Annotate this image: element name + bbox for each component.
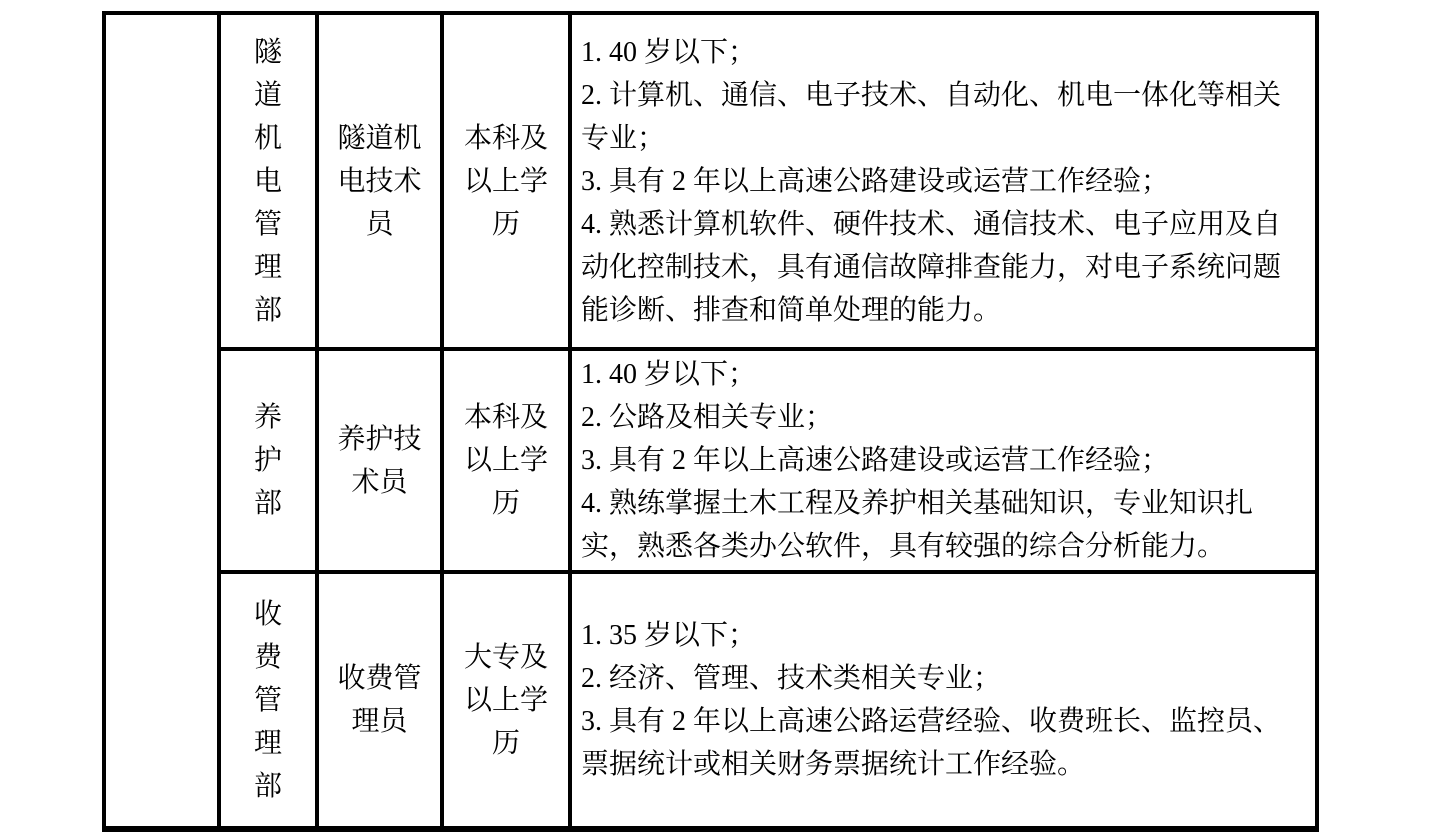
requirements-cell bbox=[572, 15, 1315, 347]
department-char: 部 bbox=[253, 294, 282, 326]
department-char: 费 bbox=[253, 641, 282, 673]
department-char: 管 bbox=[253, 208, 282, 240]
requirement-line: 2. 计算机、通信、电子技术、自动化、机电一体化等相关 bbox=[581, 79, 1282, 111]
table-row-maintenance bbox=[221, 351, 1315, 574]
requirement-line: 1. 40 岁以下； bbox=[581, 36, 757, 68]
position-line: 理员 bbox=[351, 706, 408, 737]
department-char: 收 bbox=[253, 598, 282, 630]
department-char: 机 bbox=[253, 122, 282, 154]
position-line: 术员 bbox=[351, 466, 408, 498]
education-line: 本科及 bbox=[463, 122, 548, 154]
requirement-line: 1. 35 岁以下； bbox=[581, 620, 757, 651]
merged-empty-cell bbox=[106, 15, 221, 826]
requirement-line: 1. 40 岁以下； bbox=[581, 359, 757, 390]
department-char: 部 bbox=[253, 488, 282, 519]
department-char: 部 bbox=[253, 770, 282, 802]
department-char: 理 bbox=[253, 251, 282, 283]
education-cell bbox=[444, 574, 572, 826]
education-cell bbox=[444, 15, 572, 347]
department-char: 理 bbox=[253, 727, 282, 759]
requirement-line: 2. 公路及相关专业； bbox=[581, 402, 834, 433]
education-cell bbox=[444, 351, 572, 570]
position-line: 养护技 bbox=[337, 423, 422, 455]
department-char: 电 bbox=[253, 165, 282, 197]
requirements-cell bbox=[572, 574, 1315, 826]
department-char: 护 bbox=[253, 445, 282, 476]
requirement-line: 3. 具有 2 年以上高速公路运营经验、收费班长、监控员、 bbox=[581, 706, 1282, 737]
requirement-line: 4. 熟练掌握土木工程及养护相关基础知识，专业知识扎 bbox=[581, 488, 1254, 519]
department-char: 道 bbox=[253, 79, 282, 111]
position-line: 收费管 bbox=[337, 663, 422, 694]
department-cell bbox=[221, 15, 319, 347]
education-line: 历 bbox=[491, 208, 520, 240]
requirement-line: 3. 具有 2 年以上高速公路建设或运营工作经验； bbox=[581, 165, 1170, 197]
department-char: 管 bbox=[253, 684, 282, 716]
requirement-line: 2. 经济、管理、技术类相关专业； bbox=[581, 663, 1002, 694]
department-char: 隧 bbox=[253, 36, 282, 68]
position-line: 隧道机 bbox=[337, 122, 422, 154]
education-line: 以上学 bbox=[463, 684, 548, 716]
education-line: 历 bbox=[491, 727, 520, 759]
education-line: 以上学 bbox=[463, 445, 548, 476]
education-line: 历 bbox=[491, 488, 520, 519]
education-line: 以上学 bbox=[463, 165, 548, 197]
table-body bbox=[221, 15, 1315, 826]
position-cell bbox=[319, 574, 444, 826]
requirement-line: 专业； bbox=[581, 122, 666, 154]
department-char: 养 bbox=[253, 402, 282, 433]
position-line: 员 bbox=[365, 208, 394, 240]
requirement-line: 能诊断、排查和简单处理的能力。 bbox=[581, 294, 1002, 326]
table-row-tunnel-mech bbox=[221, 15, 1315, 351]
position-line: 电技术 bbox=[337, 165, 422, 197]
table-row-toll-mgmt bbox=[221, 574, 1315, 826]
recruitment-table bbox=[102, 11, 1319, 832]
education-line: 大专及 bbox=[463, 641, 548, 673]
requirements-cell bbox=[572, 351, 1315, 570]
requirement-line: 4. 熟悉计算机软件、硬件技术、通信技术、电子应用及自 bbox=[581, 208, 1282, 240]
position-cell bbox=[319, 351, 444, 570]
education-line: 本科及 bbox=[463, 402, 548, 433]
requirement-line: 动化控制技术，具有通信故障排查能力，对电子系统问题 bbox=[581, 251, 1282, 283]
requirement-line: 3. 具有 2 年以上高速公路建设或运营工作经验； bbox=[581, 445, 1170, 476]
requirement-line: 实，熟悉各类办公软件，具有较强的综合分析能力。 bbox=[581, 531, 1226, 562]
position-cell bbox=[319, 15, 444, 347]
department-cell bbox=[221, 351, 319, 570]
requirement-line: 票据统计或相关财务票据统计工作经验。 bbox=[581, 749, 1086, 780]
department-cell bbox=[221, 574, 319, 826]
